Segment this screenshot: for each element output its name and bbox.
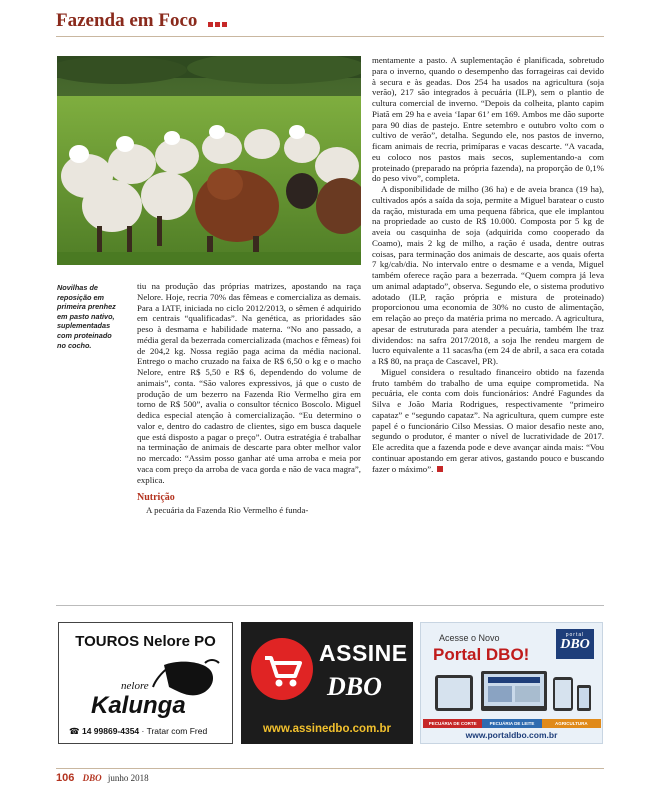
phone-icon: ☎ bbox=[69, 726, 80, 736]
ad-assine-brand: DBO bbox=[327, 672, 382, 701]
ad-touros-contact: · Tratar com Fred bbox=[139, 726, 208, 736]
portal-tag: PECUÁRIA DE LEITE bbox=[482, 719, 541, 728]
ad-assine-dbo[interactable] bbox=[241, 622, 413, 744]
portal-tag: AGRICULTURA bbox=[542, 719, 601, 728]
section-header bbox=[56, 10, 229, 33]
photo-caption: Novilhas de reposição em primeira prenhez em pasto nativo, suplementadas com proteinado no cocho. bbox=[57, 283, 116, 350]
devices-icon bbox=[431, 669, 595, 715]
article-column-right bbox=[372, 55, 604, 474]
ad-portal-tags bbox=[423, 719, 601, 728]
article-column-middle bbox=[137, 281, 361, 516]
ad-touros-nelore[interactable] bbox=[58, 622, 233, 744]
portal-tag: PECUÁRIA DE CORTE bbox=[423, 719, 482, 728]
article-paragraph: A disponibilidade de milho (36 ha) e de aveia branca (19 ha), cultivados após a saída da soja, permite a Miguel baratear o custo da ração, misturada em uma pequena fábrica, que ele implantou na propriedade ao custo de R$ 10.000. Composta por 5 kg de aveia ou casquinha de soja (adquirida como cooperado da Coamo), mais 2 kg de milho, a ração é usada, dentre outras coisas, para terminação dos animais de descarte, aos quais oferta 7 kg/cab/dia. No intervalo entre o desmame e a venda, Miguel também oferece ração para a bezerrada. “Quem compra já leva um animal adaptado”, observa. Segundo ele, o sistema produtivo adotado (ILP, ração própria e mistura de proteinado) proporcionou uma economia de 30% no custo de alimentação, em relação ao preço da matéria prima no mercado. A agricultura, apesar de estruturada para atender a pecuária, também lhe traz dividendos: na safra 2017/2018, a soja lhe rendeu margem de lucro equivalente a 11 sacas/ha (em 24 de abril, a saca era cotada a R$ 80, na praça de Cascavel, PR). bbox=[372, 184, 604, 366]
page-footer bbox=[56, 772, 149, 784]
ad-divider bbox=[56, 605, 604, 606]
page-number: 106 bbox=[56, 772, 75, 784]
ad-assine-word: ASSINE bbox=[319, 640, 408, 666]
issue-date: junho 2018 bbox=[107, 773, 149, 783]
kalunga-small-text: nelore bbox=[121, 680, 149, 692]
header-divider bbox=[56, 36, 604, 37]
subhead-nutricao: Nutrição bbox=[137, 492, 175, 504]
cattle-photo bbox=[57, 56, 361, 265]
ad-touros-title: TOUROS Nelore PO bbox=[75, 633, 216, 650]
section-squares-icon bbox=[208, 11, 229, 33]
portal-badge-big: DBO bbox=[560, 637, 590, 652]
end-of-article-icon bbox=[437, 466, 443, 472]
footer-divider bbox=[56, 768, 604, 769]
shopping-cart-icon bbox=[251, 638, 313, 700]
magazine-name: DBO bbox=[82, 773, 102, 783]
ad-portal-title: Portal DBO! bbox=[433, 645, 530, 664]
kalunga-logo-icon bbox=[69, 657, 224, 723]
ad-assine-url[interactable]: www.assinedbo.com.br bbox=[262, 723, 392, 735]
article-paragraph-text: Miguel considera o resultado financeiro obtido na fazenda fruto também do trabalho de uma equipe comprometida. Na pecuária, ele conta com dois funcionários: André Fagundes da Silva e João Maria Rodrigues, respectivamente “primeiro capataz” e “segundo capataz”. Na agricultura, quem cumpre este papel é o funcionário Cilso Messias. O maior desafio neste ano, segundo o produtor, é manter o nível de lucratividade de 2017. Ele acredita que a fazenda pode e deve avançar ainda mais: “Vou continuar apostando em gerar ativos, gastando pouco e buscando fazer o máximo”. bbox=[372, 366, 604, 474]
section-title: Fazenda em Foco bbox=[56, 10, 198, 31]
article-paragraph: mentamente a pasto. A suplementação é planificada, sobretudo para o inverno, quando o desempenho das forrageiras cai devido à secura e às geadas. Dos 254 ha usados na agricultura (soja verão), 217 são integrados à pecuária (ILP), sem o plantio de cultura comercial de inverno. “Depois da colheita, planto capim Piatã em 29 ha e aveia ‘Iapar 61’ em 169. Ambos me dão suporte para 90 dias de pastejo. Entre setembro e outubro volto com o cultivo de verão”, detalha. Segundo ele, nos pastos de inverno, ficam animais de recria, primíparas e vacas descarte. “A vacada, eu coloco nos pastos mais secos, suplementando-a com proteinado (preparado na própria fazenda), na proporção de 0,1% do peso vivo”, completa. bbox=[372, 55, 604, 184]
article-paragraph: tiu na produção das próprias matrizes, apostando na raça Nelore. Hoje, recria 70% das fêmeas e comercializa as demais. Para a IATF, iniciada no ciclo 2012/2013, o sêmen é adquirido em centrais “qualificadas”. Na genética, as prioridades são peso à desmama e habilidade materna. “No ano passado, a média geral da bezerrada comercializada (machos e fêmeas) foi de 204,2 kg. Nossa região paga acima da média nacional. Entrego o macho cruzado na faixa de R$ 6,50 o kg e o macho Nelore, entre R$ 5,50 e R$ 6, dependendo do volume de animais”, conta. “São valores expressivos, já que o custo de produção de um bezerro na Fazenda Rio Vermelho gira em torno de R$ 500”, avalia o consultor técnico Boscolo. Miguel dedica especial atenção à comercialização. “Eu determino o valor e, dentro do cadastro de clientes, sigo em busca daquele que está disposto a pagar o preço”. Outra estratégia é trabalhar na terminação de animais de descarte para obter melhor valor no mercado: “Assim posso ganhar até uma arroba e meia por vaca com preço da arroba de vaca gorda e não de vaca magra”, explica. bbox=[137, 281, 361, 485]
ad-portal-kicker: Acesse o Novo bbox=[439, 633, 500, 643]
ad-touros-phone: 14 99869-4354 bbox=[81, 726, 140, 736]
ad-portal-dbo[interactable] bbox=[420, 622, 603, 744]
portal-dbo-logo-icon bbox=[556, 629, 594, 659]
article-paragraph bbox=[372, 367, 604, 475]
article-paragraph: A pecuária da Fazenda Rio Vermelho é funda- bbox=[146, 505, 309, 515]
ad-touros-phone-line bbox=[69, 726, 207, 737]
portal-badge-small: portal bbox=[565, 632, 585, 638]
ad-portal-url[interactable]: www.portaldbo.com.br bbox=[465, 730, 558, 740]
kalunga-brand-text: Kalunga bbox=[91, 692, 186, 719]
